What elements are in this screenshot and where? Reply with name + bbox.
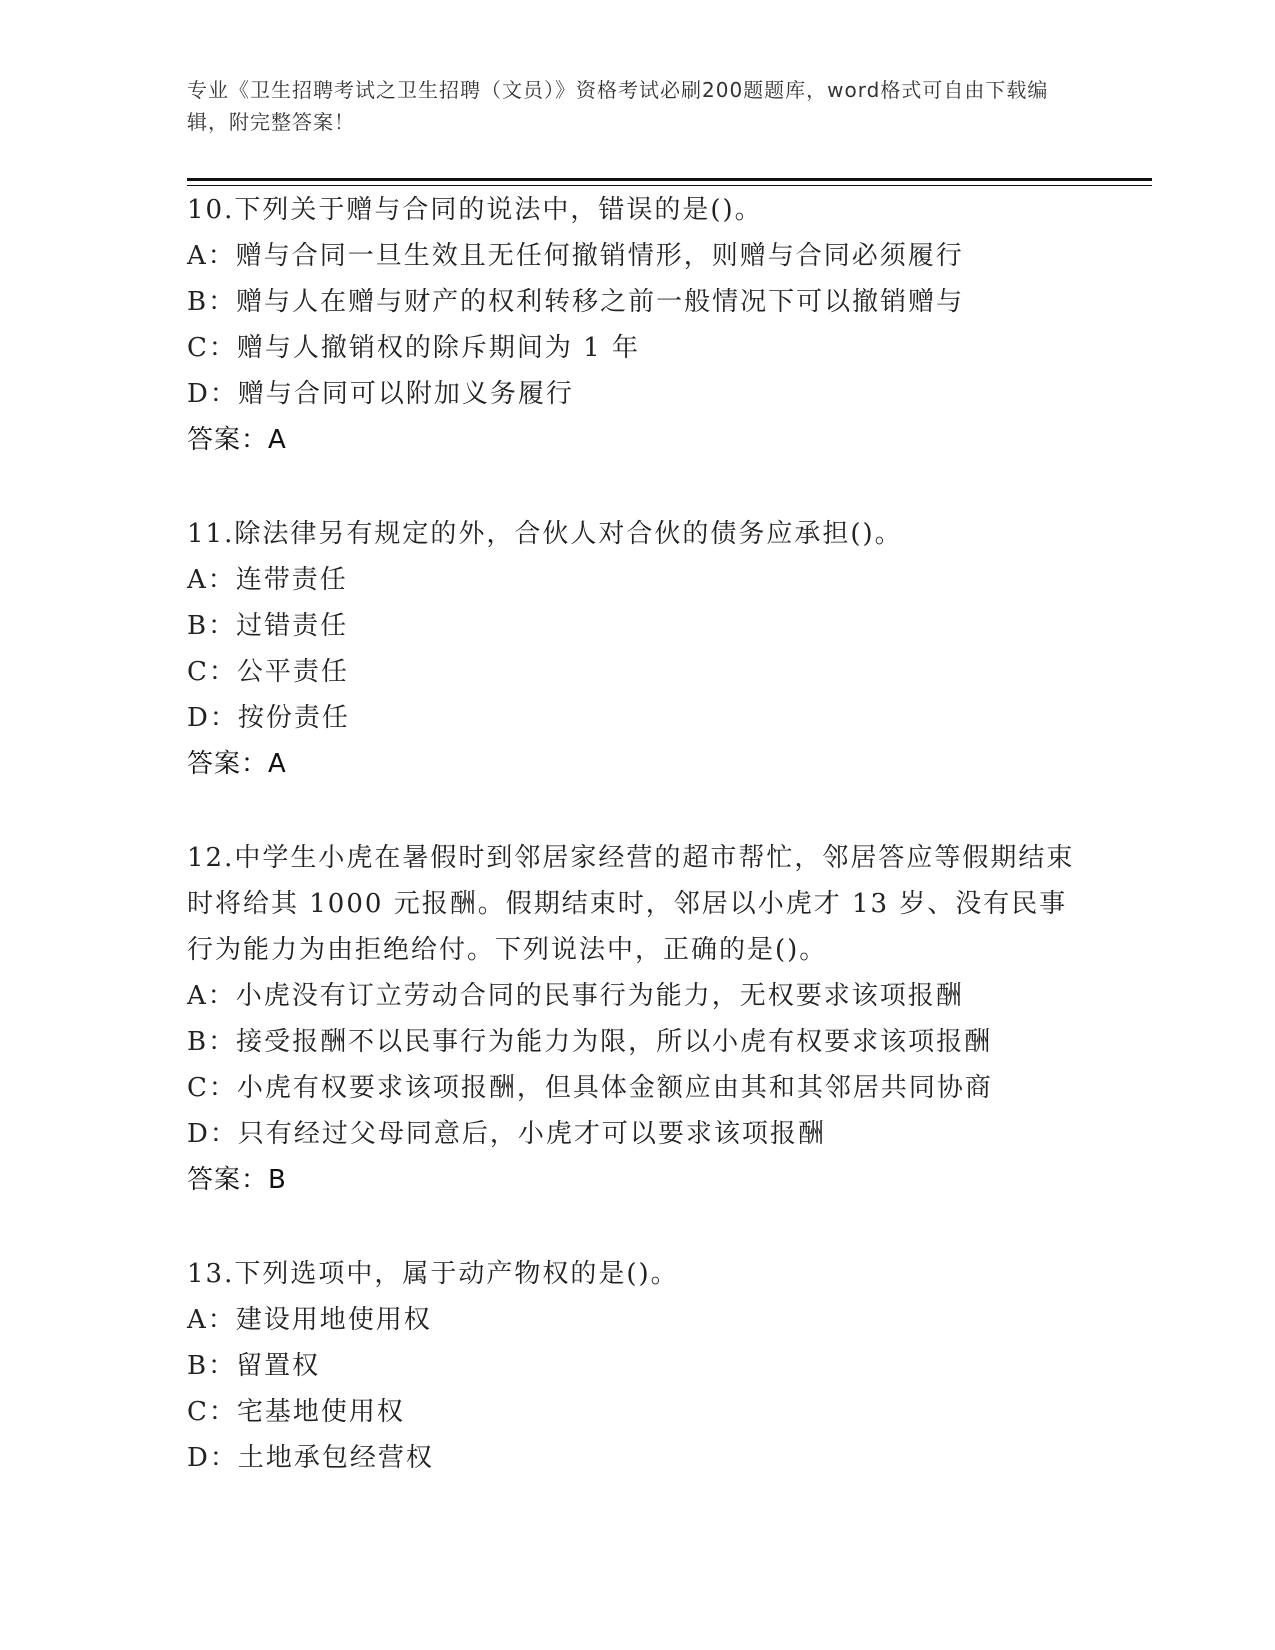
option-b: B：过错责任	[187, 611, 349, 641]
question-stem: 11.除法律另有规定的外，合伙人对合伙的债务应承担()。	[187, 519, 903, 549]
question-11	[187, 511, 1087, 787]
option-a: A：连带责任	[187, 565, 348, 595]
question-13	[187, 1251, 1087, 1481]
option-c: C：赠与人撤销权的除斥期间为 1 年	[187, 333, 640, 363]
option-b: B：赠与人在赠与财产的权利转移之前一般情况下可以撤销赠与	[187, 287, 965, 317]
answer-label: 答案：B	[187, 1165, 287, 1195]
question-stem: 13.下列选项中，属于动产物权的是()。	[187, 1259, 679, 1289]
option-d: D：只有经过父母同意后，小虎才可以要求该项报酬	[187, 1119, 826, 1149]
option-a: A：建设用地使用权	[187, 1305, 432, 1335]
option-d: D：赠与合同可以附加义务履行	[187, 379, 574, 409]
option-c: C：公平责任	[187, 657, 349, 687]
option-a: A：赠与合同一旦生效且无任何撤销情形，则赠与合同必须履行	[187, 241, 964, 271]
question-list	[187, 187, 1087, 1529]
answer-label: 答案：A	[187, 749, 287, 779]
question-stem: 10.下列关于赠与合同的说法中，错误的是()。	[187, 195, 763, 225]
option-a: A：小虎没有订立劳动合同的民事行为能力，无权要求该项报酬	[187, 981, 964, 1011]
header-divider-thick	[187, 178, 1152, 181]
question-12	[187, 835, 1087, 1203]
option-b: B：接受报酬不以民事行为能力为限，所以小虎有权要求该项报酬	[187, 1027, 993, 1057]
header-divider-thin	[187, 185, 1152, 186]
option-d: D：按份责任	[187, 703, 350, 733]
document-header: 专业《卫生招聘考试之卫生招聘（文员）》资格考试必刷200题题库，word格式可自由下载编辑，附完整答案！	[187, 78, 1049, 134]
option-c: C：宅基地使用权	[187, 1397, 405, 1427]
option-c: C：小虎有权要求该项报酬，但具体金额应由其和其邻居共同协商	[187, 1073, 993, 1103]
option-b: B：留置权	[187, 1351, 321, 1381]
question-10	[187, 187, 1087, 463]
answer-label: 答案：A	[187, 425, 287, 455]
option-d: D：土地承包经营权	[187, 1443, 434, 1473]
question-stem: 12.中学生小虎在暑假时到邻居家经营的超市帮忙，邻居答应等假期结束时将给其 1000 元报酬。假期结束时，邻居以小虎才 13 岁、没有民事行为能力为由拒绝给付。下列说法中，正确的是()。	[187, 843, 1075, 965]
